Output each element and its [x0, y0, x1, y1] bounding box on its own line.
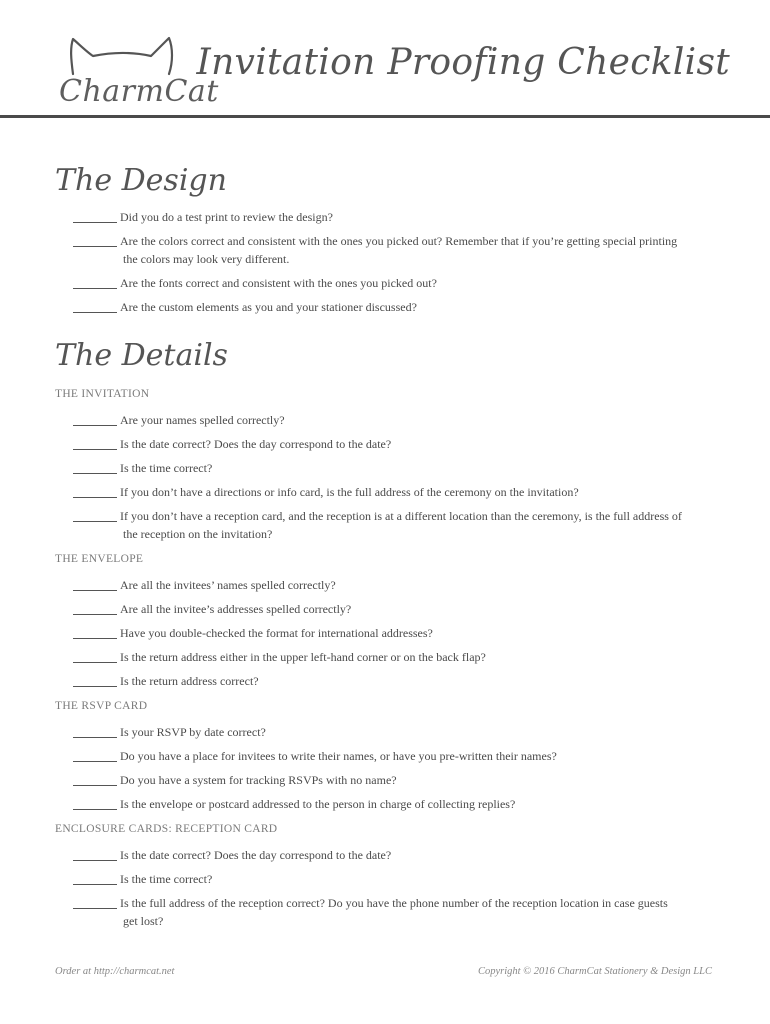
- check-blank[interactable]: [73, 576, 117, 591]
- checklist-item: [73, 747, 723, 765]
- section-heading-details: The Details: [55, 338, 228, 373]
- checklist-item: [73, 795, 723, 813]
- check-blank[interactable]: [73, 771, 117, 786]
- page-title: Invitation Proofing Checklist: [196, 42, 730, 83]
- checklist-item: [73, 208, 723, 226]
- checklist-item: [73, 298, 723, 316]
- checklist-item: [73, 576, 723, 594]
- item-text-continued: the colors may look very different.: [123, 252, 290, 266]
- section-heading-design: The Design: [55, 163, 227, 198]
- logo-text: CharmCat: [59, 74, 219, 109]
- item-text: Are your names spelled correctly?: [120, 413, 285, 427]
- check-blank[interactable]: [73, 648, 117, 663]
- item-text-continued: get lost?: [123, 914, 164, 928]
- check-blank[interactable]: [73, 274, 117, 289]
- footer-order-link: Order at http://charmcat.net: [55, 966, 175, 977]
- check-blank[interactable]: [73, 894, 117, 909]
- check-blank[interactable]: [73, 435, 117, 450]
- subheading-invitation: THE INVITATION: [55, 388, 150, 400]
- check-blank[interactable]: [73, 672, 117, 687]
- checklist-item: [73, 411, 723, 429]
- check-blank[interactable]: [73, 795, 117, 810]
- item-text: Is the envelope or postcard addressed to the person in charge of collecting replies?: [120, 797, 516, 811]
- check-blank[interactable]: [73, 846, 117, 861]
- checklist-item: [73, 459, 723, 477]
- item-text: Is the date correct? Does the day correspond to the date?: [120, 437, 392, 451]
- checklist-item: [73, 624, 723, 642]
- check-blank[interactable]: [73, 208, 117, 223]
- checklist-item: [73, 274, 723, 292]
- item-text: Is the full address of the reception correct? Do you have the phone number of the reception location in case guests: [120, 896, 668, 910]
- item-text: If you don’t have a directions or info card, is the full address of the ceremony on the invitation?: [120, 485, 579, 499]
- checklist-item: [73, 870, 723, 888]
- check-blank[interactable]: [73, 507, 117, 522]
- item-text: Are all the invitees’ names spelled correctly?: [120, 578, 336, 592]
- footer-copyright: Copyright © 2016 CharmCat Stationery & Design LLC: [477, 966, 712, 977]
- page-header: [0, 0, 770, 125]
- checklist-item: [73, 435, 723, 453]
- item-text: Are the fonts correct and consistent with the ones you picked out?: [120, 276, 437, 290]
- item-text: Is the return address either in the upper left-hand corner or on the back flap?: [120, 650, 486, 664]
- item-text: Is the return address correct?: [120, 674, 259, 688]
- checklist-item: [73, 723, 723, 741]
- charmcat-logo: [55, 34, 219, 114]
- check-blank[interactable]: [73, 459, 117, 474]
- checklist-item: [73, 672, 723, 690]
- checklist-item: [73, 600, 723, 618]
- checklist-item: [73, 846, 723, 864]
- checklist-item: [73, 648, 723, 666]
- subheading-enclosure: ENCLOSURE CARDS: RECEPTION CARD: [55, 823, 278, 835]
- item-text: Is the time correct?: [120, 872, 213, 886]
- check-blank[interactable]: [73, 723, 117, 738]
- item-text: Is the date correct? Does the day correspond to the date?: [120, 848, 392, 862]
- check-blank[interactable]: [73, 747, 117, 762]
- check-blank[interactable]: [73, 870, 117, 885]
- checklist-item: [73, 483, 723, 501]
- item-text: Are the custom elements as you and your stationer discussed?: [120, 300, 417, 314]
- item-text: Are the colors correct and consistent with the ones you picked out? Remember that if you’re getting special printing: [120, 234, 678, 248]
- checklist-item: [73, 232, 723, 268]
- subheading-rsvp: THE RSVP CARD: [55, 700, 148, 712]
- item-text: Do you have a system for tracking RSVPs with no name?: [120, 773, 397, 787]
- check-blank[interactable]: [73, 624, 117, 639]
- check-blank[interactable]: [73, 600, 117, 615]
- item-text: Do you have a place for invitees to write their names, or have you pre-written their names?: [120, 749, 557, 763]
- check-blank[interactable]: [73, 232, 117, 247]
- checklist-item: [73, 771, 723, 789]
- item-text: Is your RSVP by date correct?: [120, 725, 266, 739]
- item-text: Did you do a test print to review the design?: [120, 210, 333, 224]
- item-text: If you don’t have a reception card, and the reception is at a different location than the ceremony, is the full address of: [120, 509, 682, 523]
- item-text-continued: the reception on the invitation?: [123, 527, 273, 541]
- check-blank[interactable]: [73, 298, 117, 313]
- check-blank[interactable]: [73, 483, 117, 498]
- checklist-item: [73, 507, 723, 543]
- item-text: Have you double-checked the format for international addresses?: [120, 626, 433, 640]
- item-text: Is the time correct?: [120, 461, 213, 475]
- item-text: Are all the invitee’s addresses spelled correctly?: [120, 602, 352, 616]
- check-blank[interactable]: [73, 411, 117, 426]
- checklist-item: [73, 894, 723, 930]
- subheading-envelope: THE ENVELOPE: [55, 553, 144, 565]
- header-divider: [0, 115, 770, 118]
